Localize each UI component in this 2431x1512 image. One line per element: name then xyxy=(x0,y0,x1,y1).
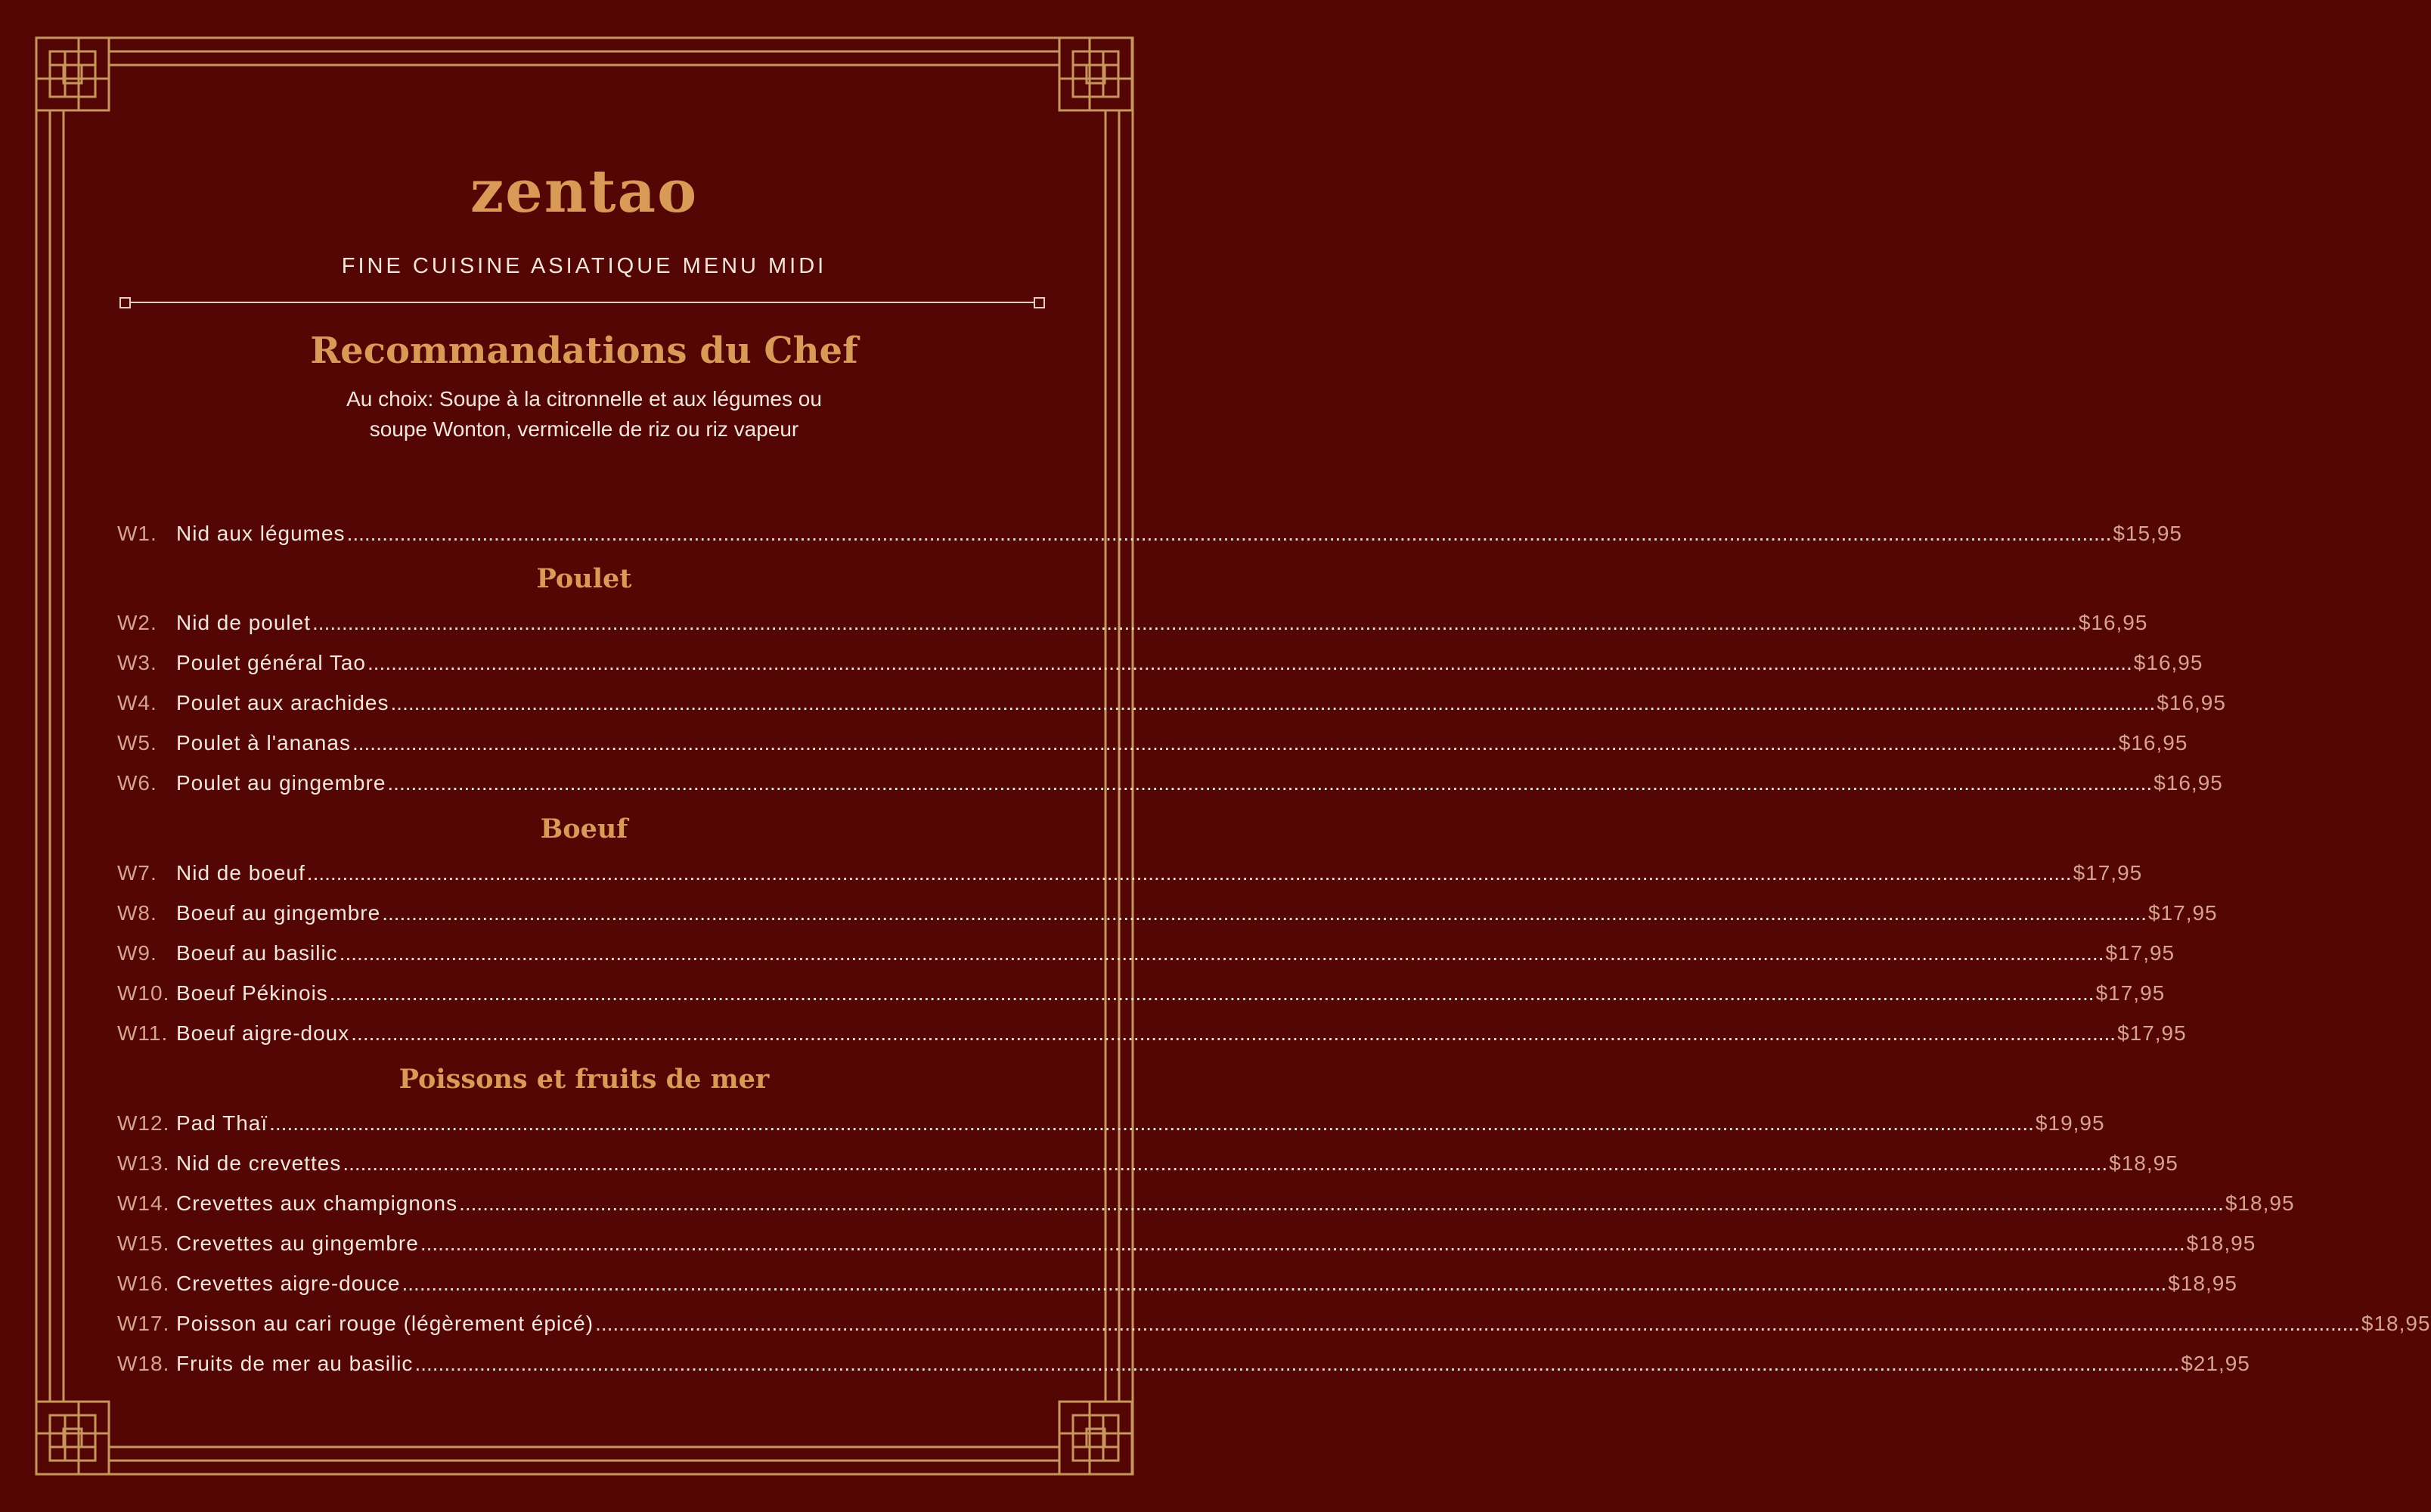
item-price: $18,95 xyxy=(2168,1272,2237,1295)
item-price: $19,95 xyxy=(2035,1111,2105,1135)
item-name: Nid de crevettes xyxy=(176,1151,342,1175)
item-code: W4. xyxy=(117,691,157,714)
item-code: W11. xyxy=(117,1021,169,1045)
dot-leader: ............................................................................................................................................................................................................................................................................................................ xyxy=(420,1232,2185,1255)
dot-leader: ............................................................................................................................................................................................................................................................................................................ xyxy=(459,1191,2224,1215)
dot-leader: ............................................................................................................................................................................................................................................................................................................ xyxy=(329,981,2095,1005)
item-price: $18,95 xyxy=(2225,1191,2295,1215)
dot-leader: ............................................................................................................................................................................................................................................................................................................ xyxy=(346,522,2112,545)
item-code: W9. xyxy=(117,941,157,965)
menu-item xyxy=(117,1191,2295,1222)
item-code: W3. xyxy=(117,651,157,674)
item-code: W8. xyxy=(117,901,157,925)
dot-leader: ............................................................................................................................................................................................................................................................................................................ xyxy=(343,1151,2108,1175)
dot-leader: ............................................................................................................................................................................................................................................................................................................ xyxy=(414,1352,2180,1375)
intro-line-2: soupe Wonton, vermicelle de riz ou riz vapeur xyxy=(369,417,799,441)
chef-recommendations-title: Recommandations du Chef xyxy=(310,330,858,372)
item-code: W18. xyxy=(117,1352,170,1375)
item-code: W17. xyxy=(117,1312,170,1335)
dot-leader: ............................................................................................................................................................................................................................................................................................................ xyxy=(595,1312,2360,1335)
menu-item xyxy=(117,1232,2256,1262)
dot-leader: ............................................................................................................................................................................................................................................................................................................ xyxy=(387,771,2153,795)
item-name: Boeuf Pékinois xyxy=(176,981,328,1005)
menu-item xyxy=(117,731,2188,761)
item-code: W15. xyxy=(117,1232,170,1255)
item-name: Boeuf au basilic xyxy=(176,941,338,965)
item-price: $18,95 xyxy=(2361,1312,2431,1335)
menu-item xyxy=(117,1312,2431,1342)
item-code: W10. xyxy=(117,981,170,1005)
item-name: Nid de poulet xyxy=(176,611,312,634)
corner-ornament-top-left xyxy=(36,38,109,110)
item-name: Nid de boeuf xyxy=(176,861,305,885)
menu-item xyxy=(117,611,2148,641)
item-name: Fruits de mer au basilic xyxy=(176,1352,414,1375)
item-price: $17,95 xyxy=(2117,1021,2187,1045)
dot-leader: ............................................................................................................................................................................................................................................................................................................ xyxy=(402,1272,2167,1295)
menu-item xyxy=(117,901,2218,931)
item-name: Poulet à l'ananas xyxy=(176,731,351,754)
brand-logo: zentao xyxy=(470,157,699,226)
item-name: Crevettes au gingembre xyxy=(176,1232,419,1255)
item-code: W14. xyxy=(117,1191,170,1215)
menu-item xyxy=(117,1111,2105,1142)
item-code: W1. xyxy=(117,522,157,545)
item-code: W12. xyxy=(117,1111,170,1135)
item-code: W2. xyxy=(117,611,157,634)
item-price: $21,95 xyxy=(2181,1352,2250,1375)
item-name: Boeuf au gingembre xyxy=(176,901,381,925)
divider-rule xyxy=(125,302,1040,303)
menu-item xyxy=(117,1151,2178,1182)
item-name: Crevettes aux champignons xyxy=(176,1191,458,1215)
item-name: Crevettes aigre-douce xyxy=(176,1272,401,1295)
category-poissons-title: Poissons et fruits de mer xyxy=(398,1064,770,1095)
item-name: Poisson au cari rouge (légèrement épicé) xyxy=(176,1312,594,1335)
menu-item xyxy=(117,1272,2237,1302)
menu-item xyxy=(117,861,2143,891)
item-name: Boeuf aigre-doux xyxy=(176,1021,350,1045)
item-price: $17,95 xyxy=(2105,941,2175,965)
dot-leader: ............................................................................................................................................................................................................................................................................................................ xyxy=(312,611,2077,634)
dot-leader: ............................................................................................................................................................................................................................................................................................................ xyxy=(339,941,2104,965)
item-price: $17,95 xyxy=(2147,901,2218,925)
intro-line-1: Au choix: Soupe à la citronnelle et aux légumes ou xyxy=(346,387,822,411)
item-name: Poulet au gingembre xyxy=(176,771,386,795)
corner-ornament-bottom-right xyxy=(1059,1402,1132,1474)
item-price: $17,95 xyxy=(2095,981,2166,1005)
item-price: $18,95 xyxy=(2186,1232,2256,1255)
dot-leader: ............................................................................................................................................................................................................................................................................................................ xyxy=(382,901,2147,925)
dot-leader: ............................................................................................................................................................................................................................................................................................................ xyxy=(306,861,2072,885)
item-price: $17,95 xyxy=(2073,861,2143,885)
item-code: W6. xyxy=(117,771,157,795)
dot-leader: ............................................................................................................................................................................................................................................................................................................ xyxy=(367,651,2132,674)
dot-leader: ............................................................................................................................................................................................................................................................................................................ xyxy=(269,1111,2034,1135)
item-code: W16. xyxy=(117,1272,170,1295)
item-name: Poulet général Tao xyxy=(176,651,366,674)
item-name: Pad Thaï xyxy=(176,1111,268,1135)
divider-cap-left xyxy=(119,297,131,308)
dot-leader: ............................................................................................................................................................................................................................................................................................................ xyxy=(390,691,2156,714)
item-name: Nid aux légumes xyxy=(176,522,346,545)
item-price: $16,95 xyxy=(2133,651,2203,674)
menu-item xyxy=(117,771,2223,801)
corner-ornament-top-right xyxy=(1059,38,1132,110)
menu-item xyxy=(117,522,2182,552)
menu-item xyxy=(117,981,2166,1012)
item-code: W5. xyxy=(117,731,157,754)
menu-item xyxy=(117,691,2226,721)
tagline: FINE CUISINE ASIATIQUE MENU MIDI xyxy=(341,254,827,278)
item-price: $16,95 xyxy=(2153,771,2223,795)
dot-leader: ............................................................................................................................................................................................................................................................................................................ xyxy=(351,1021,2116,1045)
menu-item xyxy=(117,651,2203,681)
item-price: $18,95 xyxy=(2109,1151,2178,1175)
menu-item xyxy=(117,1021,2187,1052)
dot-leader: ............................................................................................................................................................................................................................................................................................................ xyxy=(352,731,2117,754)
item-price: $15,95 xyxy=(2113,522,2182,545)
item-price: $16,95 xyxy=(2118,731,2188,754)
menu-item xyxy=(117,941,2175,971)
category-poulet-title: Poulet xyxy=(536,563,632,594)
item-name: Poulet aux arachides xyxy=(176,691,389,714)
item-code: W13. xyxy=(117,1151,170,1175)
corner-ornament-bottom-left xyxy=(36,1402,109,1474)
category-boeuf-title: Boeuf xyxy=(540,813,628,844)
item-price: $16,95 xyxy=(2157,691,2226,714)
menu-item xyxy=(117,1352,2250,1382)
item-price: $16,95 xyxy=(2078,611,2148,634)
divider-cap-right xyxy=(1034,297,1045,308)
item-code: W7. xyxy=(117,861,157,885)
